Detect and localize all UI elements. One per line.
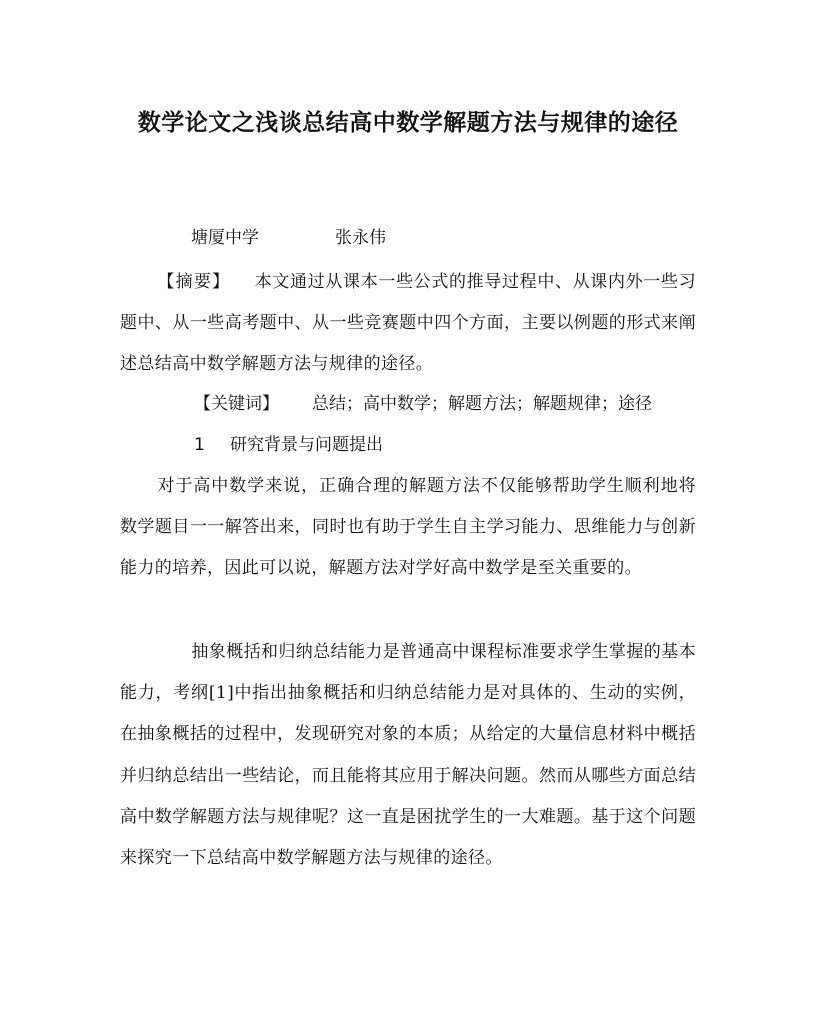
body-paragraph-1: 对于高中数学来说，正确合理的解题方法不仅能够帮助学生顺利地将数学题目一一解答出来，同时也有助于学生自主学习能力、思维能力与创新能力的培养，因此可以说，解题方法对学好高中数学是至关重要的。 bbox=[120, 476, 696, 579]
school-name: 塘厦中学 bbox=[191, 228, 259, 248]
author-name: 张永伟 bbox=[335, 228, 386, 248]
document-title: 数学论文之浅谈总结高中数学解题方法与规律的途径 bbox=[137, 109, 679, 136]
keywords-line bbox=[194, 390, 652, 418]
author-line bbox=[191, 224, 386, 252]
body-paragraph-2: 抽象概括和归纳总结能力是普通高中课程标准要求学生掌握的基本能力，考纲[1]中指出抽象概括和归纳总结能力是对具体的、生动的实例，在抽象概括的过程中，发现研究对象的本质；从给定的大量信息材料中概括并归纳总结出一些结论，而且能将其应用于解决问题。然而从哪些方面总结高中数学解题方法与规律呢？这一直是困扰学生的一大难题。基于这个问题来探究一下总结高中数学解题方法与规律的途径。 bbox=[120, 642, 696, 869]
keywords-label: 【关键词】 bbox=[194, 394, 279, 414]
section-heading bbox=[194, 431, 383, 459]
abstract-label: 【摘要】 bbox=[157, 272, 231, 292]
keywords-text: 总结；高中数学；解题方法；解题规律；途径 bbox=[312, 394, 652, 414]
abstract-paragraph bbox=[120, 262, 696, 386]
abstract-text: 本文通过从课本一些公式的推导过程中、从课内外一些习题中、从一些高考题中、从一些竞赛题中四个方面，主要以例题的形式来阐述总结高中数学解题方法与规律的途径。 bbox=[120, 272, 697, 375]
section-title: 研究背景与问题提出 bbox=[230, 435, 383, 455]
section-number: 1 bbox=[194, 435, 205, 455]
